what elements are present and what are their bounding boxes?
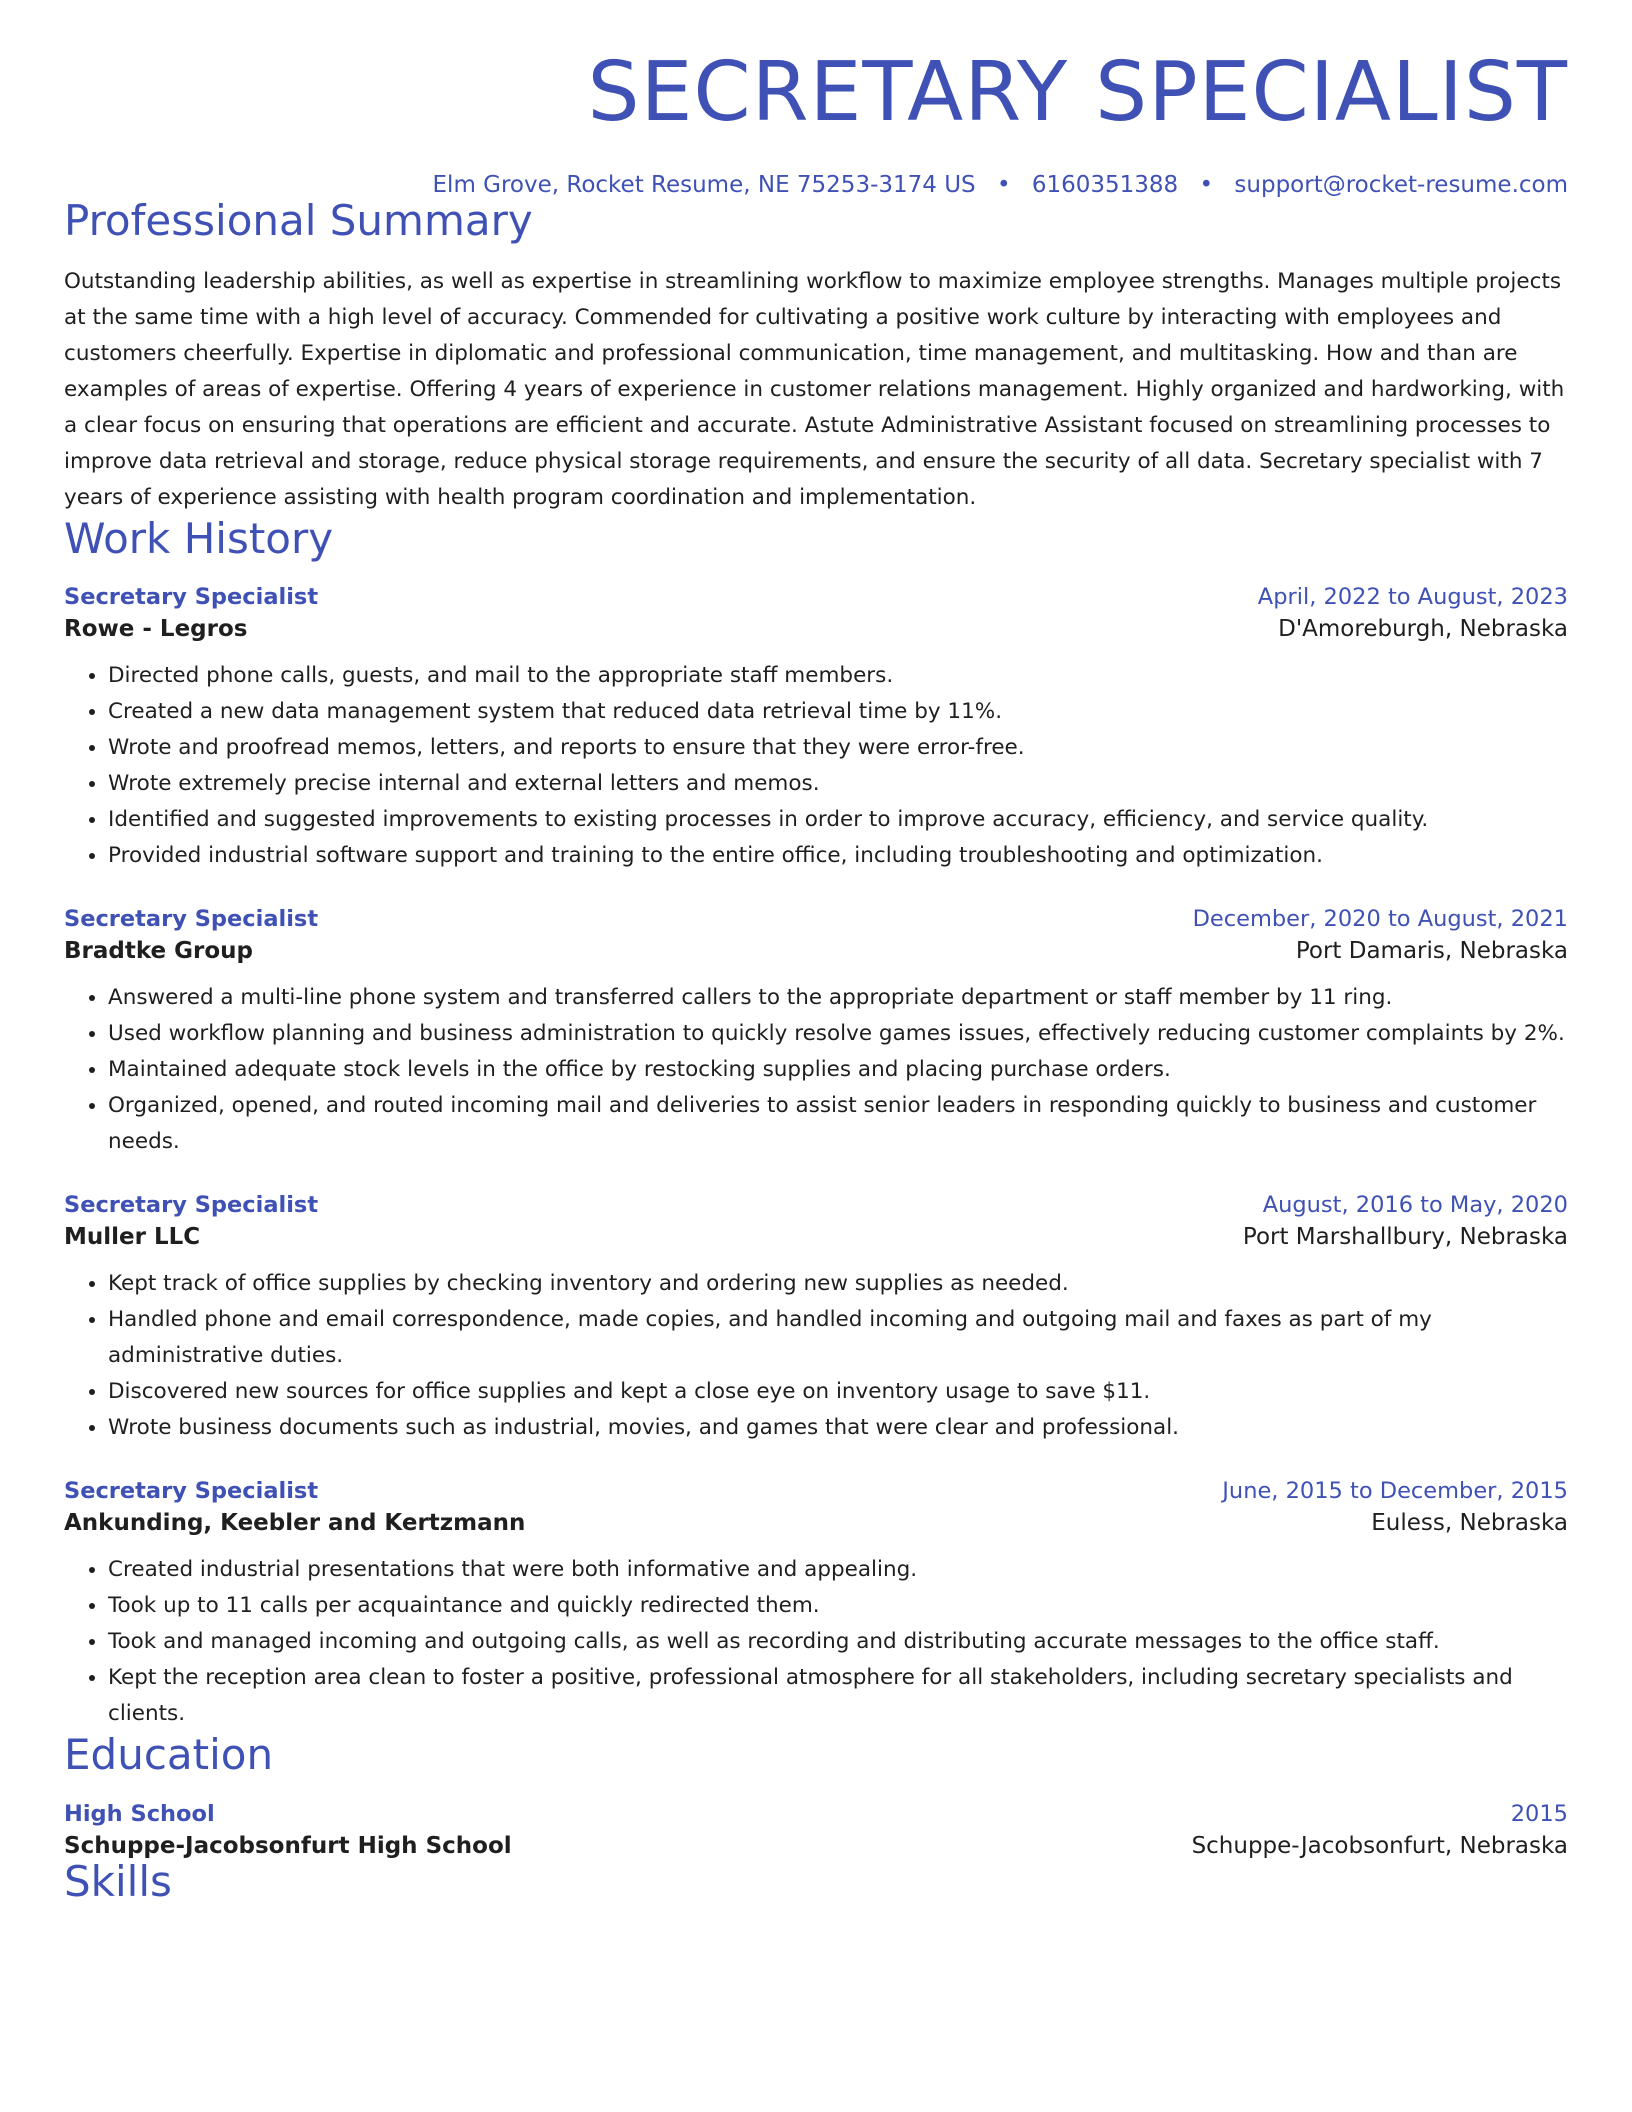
job-title: Secretary Specialist	[64, 906, 319, 933]
job-location: Euless, Nebraska	[1371, 1510, 1568, 1537]
work-history-section	[64, 516, 1568, 1732]
skills-section	[64, 1856, 1568, 1906]
job-dates: December, 2020 to August, 2021	[1192, 906, 1568, 933]
job-bullet: • Created industrial presentations that were both informative and appealing.	[108, 1552, 1568, 1588]
job-bullet: • Maintained adequate stock levels in the office by restocking supplies and placing purchase orders.	[108, 1052, 1568, 1088]
education-degree: High School	[64, 1800, 215, 1827]
job-entry	[64, 906, 1568, 1160]
job-bullet: • Wrote business documents such as industrial, movies, and games that were clear and professional.	[108, 1410, 1568, 1446]
job-location: D'Amoreburgh, Nebraska	[1278, 616, 1568, 643]
education-year: 2015	[1510, 1800, 1568, 1827]
job-company-row	[64, 1504, 1568, 1536]
education-school: Schuppe-Jacobsonfurt High School	[64, 1832, 512, 1859]
education-header-row	[64, 1801, 1568, 1827]
contact-email: support@rocket-resume.com	[1234, 172, 1568, 198]
job-bullet: • Kept track of office supplies by checking inventory and ordering new supplies as needed.	[108, 1266, 1568, 1302]
job-bullet: • Created a new data management system that reduced data retrieval time by 11%.	[108, 694, 1568, 730]
contact-line	[64, 172, 1568, 198]
job-entry	[64, 1192, 1568, 1446]
job-title: Secretary Specialist	[64, 584, 319, 611]
contact-separator: •	[1199, 172, 1214, 198]
education-section	[64, 1732, 1568, 1858]
job-entry	[64, 584, 1568, 874]
job-bullets	[64, 1266, 1568, 1446]
summary-text: Outstanding leadership abilities, as well as expertise in streamlining workflow to maximize employee strengths. Manages multiple projects at the same time with a high level of accuracy. Commended for cultivating a positive work culture by interacting with employees and customers cheerfully. Expertise in diplomatic and professional communication, time management, and multitasking. How and than are examples of areas of expertise. Offering 4 years of experience in customer relations management. Highly organized and hardworking, with a clear focus on ensuring that operations are efficient and accurate. Astute Administrative Assistant focused on streamlining processes to improve data retrieval and storage, reduce physical storage requirements, and ensure the security of all data. Secretary specialist with 7 years of experience assisting with health program coordination and implementation.	[64, 269, 1565, 511]
job-bullets	[64, 1552, 1568, 1732]
job-company: Rowe - Legros	[64, 616, 248, 643]
job-bullet: • Took up to 11 calls per acquaintance and quickly redirected them.	[108, 1588, 1568, 1624]
job-company-row	[64, 610, 1568, 642]
job-company: Bradtke Group	[64, 938, 253, 965]
job-bullet: • Kept the reception area clean to foster a positive, professional atmosphere for all stakeholders, including secretary specialists and clients.	[108, 1660, 1568, 1732]
job-dates: August, 2016 to May, 2020	[1262, 1192, 1568, 1219]
job-bullet: • Discovered new sources for office supplies and kept a close eye on inventory usage to save $11.	[108, 1374, 1568, 1410]
contact-address: Elm Grove, Rocket Resume, NE 75253-3174 US	[432, 172, 976, 198]
job-entry	[64, 1478, 1568, 1732]
job-location: Port Damaris, Nebraska	[1295, 938, 1568, 965]
job-bullets	[64, 658, 1568, 874]
job-header-row	[64, 1478, 1568, 1504]
contact-separator: •	[996, 172, 1011, 198]
summary-title: Professional Summary	[64, 196, 533, 245]
job-bullet: • Identified and suggested improvements to existing processes in order to improve accuracy, efficiency, and service quality.	[108, 802, 1568, 838]
job-bullet: • Wrote and proofread memos, letters, and reports to ensure that they were error-free.	[108, 730, 1568, 766]
job-bullet: • Used workflow planning and business administration to quickly resolve games issues, effectively reducing customer complaints by 2%.	[108, 1016, 1568, 1052]
job-bullet: • Organized, opened, and routed incoming mail and deliveries to assist senior leaders in responding quickly to business and customer needs.	[108, 1088, 1568, 1160]
skills-title: Skills	[64, 1856, 172, 1906]
job-bullet: • Handled phone and email correspondence, made copies, and handled incoming and outgoing mail and faxes as part of my administrative duties.	[108, 1302, 1568, 1374]
resume-header	[64, 0, 1568, 198]
education-school-row	[64, 1827, 1568, 1859]
education-location: Schuppe-Jacobsonfurt, Nebraska	[1191, 1832, 1568, 1859]
job-company-row	[64, 932, 1568, 964]
job-header-row	[64, 906, 1568, 932]
work-history-title: Work History	[64, 514, 334, 564]
job-title: Secretary Specialist	[64, 1478, 319, 1505]
job-dates: June, 2015 to December, 2015	[1222, 1478, 1568, 1505]
education-entry	[64, 1801, 1568, 1859]
job-bullet: • Provided industrial software support and training to the entire office, including troubleshooting and optimization.	[108, 838, 1568, 874]
job-dates: April, 2022 to August, 2023	[1257, 584, 1568, 611]
job-bullet: • Directed phone calls, guests, and mail to the appropriate staff members.	[108, 658, 1568, 694]
job-location: Port Marshallbury, Nebraska	[1242, 1224, 1568, 1251]
job-title: Secretary Specialist	[64, 1192, 319, 1219]
job-bullet: • Wrote extremely precise internal and external letters and memos.	[108, 766, 1568, 802]
education-title: Education	[64, 1730, 274, 1780]
candidate-name: SECRETARY SPECIALIST	[587, 45, 1568, 140]
job-company: Ankunding, Keebler and Kertzmann	[64, 1510, 526, 1537]
contact-phone: 6160351388	[1031, 172, 1179, 198]
job-header-row	[64, 584, 1568, 610]
job-bullet: • Took and managed incoming and outgoing calls, as well as recording and distributing accurate messages to the office staff.	[108, 1624, 1568, 1660]
summary-section	[64, 198, 1568, 516]
job-bullets	[64, 980, 1568, 1160]
job-header-row	[64, 1192, 1568, 1218]
job-company: Muller LLC	[64, 1224, 201, 1251]
job-company-row	[64, 1218, 1568, 1250]
job-bullet: • Answered a multi-line phone system and transferred callers to the appropriate department or staff member by 11 ring.	[108, 980, 1568, 1016]
